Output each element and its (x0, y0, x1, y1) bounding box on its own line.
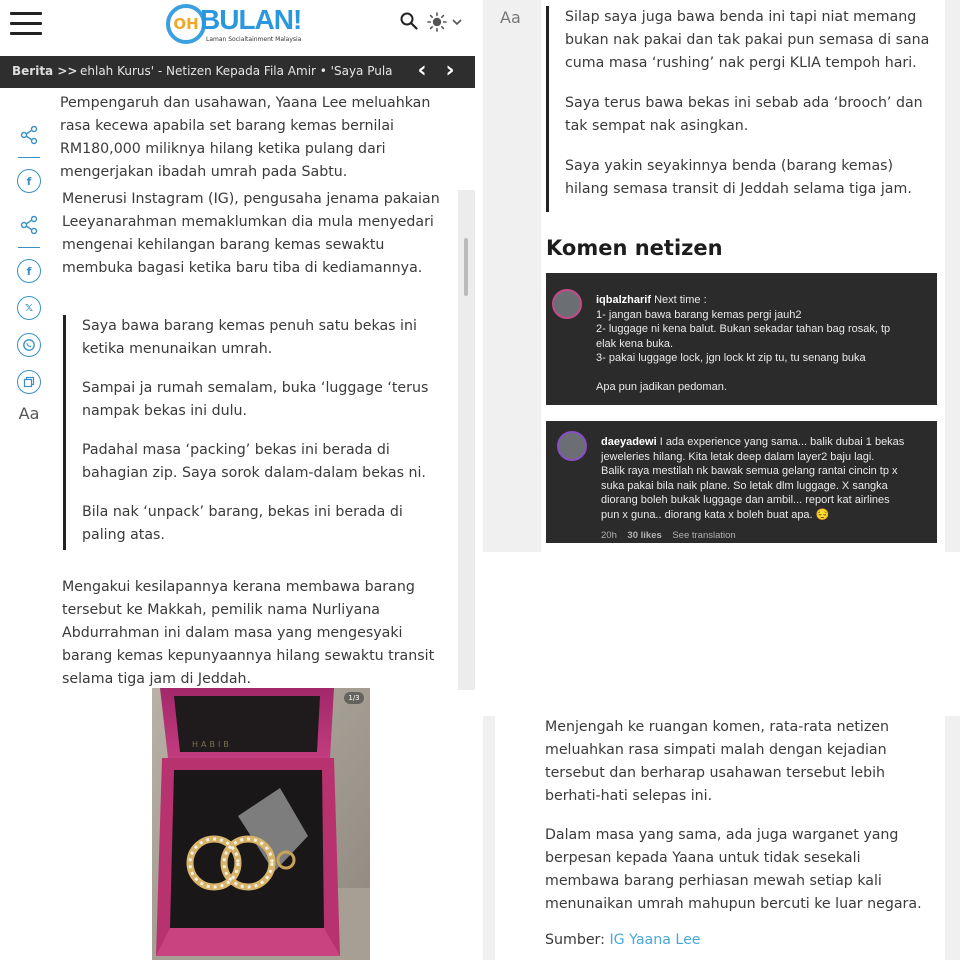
rail-divider (18, 157, 40, 158)
logo-tagline: Laman Socialtainment Malaysia (206, 36, 302, 43)
jewelry-box-photo[interactable] (152, 688, 370, 960)
comment-line: Apa pun jadikan pedoman. (596, 381, 727, 393)
share-rail-top (9, 120, 49, 190)
comment-line: 2- luggage ni kena balut. Bukan sekadar tahan bag rosak, tp (596, 323, 891, 335)
source-label: Sumber: (545, 932, 605, 948)
quote-line: Saya yakin seyakinnya benda (barang kemas) hilang semasa transit di Jeddah selama tiga jam. (565, 158, 912, 197)
ticker-next-button[interactable]: › (445, 58, 455, 83)
ticker-prev-button[interactable]: ‹ (417, 58, 427, 83)
font-size-button[interactable]: Aa (500, 8, 521, 27)
quote-line: Silap saya juga bawa benda ini tapi niat memang bukan nak pakai dan tak pakai pun semasa di sana cuma masa ‘rushing’ nak pergi KLIA tempoh hari. (565, 9, 930, 71)
comment-line: Balik raya mestilah nk bawak semua gelang rantai cincin tp x (601, 465, 898, 477)
comment-line: elak kena buka. (596, 337, 674, 350)
header-icons (400, 12, 470, 32)
quote-line: Bila nak ‘unpack’ barang, bekas ini berada di paling atas. (82, 504, 403, 543)
comment-line: Next time : (654, 294, 707, 306)
comment-line: 3- pakai luggage lock, jgn lock kt zip tu, tu senang buka (596, 352, 866, 364)
jewelry-box-illustration (152, 688, 370, 960)
quote-line: Saya bawa barang kemas penuh satu bekas ini ketika menunaikan umrah. (82, 318, 417, 357)
article-paragraph-3: Mengakui kesilapannya kerana membawa barang tersebut ke Makkah, pemilik nama Nurliyana Abdurrahman ini dalam masa yang mengesyaki barang kemas kepunyaannya hilang sewaktu transit selama tiga jam di Jeddah. (62, 579, 435, 687)
comment-username: iqbalzharif (596, 294, 652, 306)
comment-time: 20h (601, 530, 617, 541)
article-paragraph-4: Menjengah ke ruangan komen, rata-rata netizen meluahkan rasa simpati malah dengan kejadian tersebut dan berharap usahawan tersebut lebih berhati-hati selepas ini. (545, 719, 890, 804)
article-paragraph-5: Dalam masa yang sama, ada juga warganet yang berpesan kepada Yaana untuk tidak sesekali membawa barang perhiasan mewah setiap kali menunaikan umrah mahupun bercuti ke luar negara. (545, 827, 922, 912)
logo-word: BULAN! (200, 4, 302, 35)
search-icon[interactable] (400, 12, 418, 34)
see-translation-link[interactable]: See translation (672, 530, 736, 541)
quote-line: Sampai ja rumah semalam, buka ‘luggage ‘terus nampak bekas ini dulu. (82, 380, 429, 419)
comment-screenshot-1 (546, 273, 937, 405)
comment-likes[interactable]: 30 likes (627, 530, 662, 541)
article-panel-left (0, 0, 475, 690)
comment-text (601, 435, 935, 522)
ticker-headlines[interactable]: ehlah Kurus' - Netizen Kepada Fila Amir • 'Saya Pula (80, 64, 393, 78)
article-panel-right (483, 0, 960, 552)
comment-footer (601, 530, 736, 541)
news-ticker (0, 56, 475, 88)
blockquote-right (546, 6, 936, 212)
site-header (0, 0, 475, 55)
copy-link-icon[interactable] (14, 367, 44, 397)
whatsapp-icon[interactable] (14, 330, 44, 360)
site-logo[interactable] (166, 2, 316, 48)
comment-line: jeweleries hilang. Kita letak deep dalam layer2 baju lagi. (601, 450, 875, 463)
section-heading: Komen netizen (546, 236, 723, 260)
logo-mark: OH (166, 4, 206, 44)
comment-line: suka pakai bila naik plane. So letak dlm luggage. X sangka (601, 479, 888, 492)
font-size-button[interactable]: Aa (18, 404, 40, 423)
comment-line: diorang boleh bukak luggage dan ambil... report kat airlines (601, 494, 890, 506)
x-twitter-icon[interactable]: 𝕏 (14, 293, 44, 323)
box-brand-label: HABIB (192, 740, 232, 749)
avatar (557, 431, 587, 461)
comment-screenshot-2 (546, 421, 937, 543)
photo-counter-badge: 1/3 (344, 692, 364, 704)
rail-divider (18, 247, 40, 248)
quote-line: Saya terus bawa bekas ini sebab ada ‘brooch’ dan tak sempat nak asingkan. (565, 95, 923, 134)
scrollbar-thumb[interactable] (464, 238, 468, 296)
source-credit (545, 932, 701, 948)
facebook-icon[interactable]: f (14, 166, 44, 196)
article-paragraph-1: Pempengaruh dan usahawan, Yaana Lee meluahkan rasa kecewa apabila set barang kemas bernilai RM180,000 miliknya hilang ketika pulang dari mengerjakan ibadah umrah pada Sabtu. (60, 95, 431, 180)
comment-line: I ada experience yang sama... balik dubai 1 bekas (659, 436, 905, 448)
ticker-label[interactable]: Berita >> (12, 64, 78, 78)
facebook-icon[interactable]: f (14, 256, 44, 286)
comment-line: pun x guna.. diorang kata x boleh buat apa. 😔 (601, 508, 830, 521)
comment-text (596, 293, 934, 395)
article-panel-right-bottom (483, 716, 960, 960)
share-rail (9, 210, 49, 445)
source-link[interactable]: IG Yaana Lee (609, 932, 701, 948)
menu-icon[interactable] (10, 12, 42, 36)
theme-sun-icon[interactable] (427, 12, 447, 36)
share-icon[interactable] (14, 210, 44, 240)
chevron-down-icon[interactable] (451, 14, 463, 33)
quote-line: Padahal masa ‘packing’ bekas ini berada di bahagian zip. Saya sorok dalam-dalam bekas ni. (82, 442, 426, 481)
blockquote-left (63, 315, 443, 550)
comment-username: daeyadewi (601, 436, 657, 448)
comment-line: 1- jangan bawa barang kemas pergi jauh2 (596, 308, 802, 321)
share-icon[interactable] (14, 120, 44, 150)
article-paragraph-2: Menerusi Instagram (IG), pengusaha jenama pakaian Leeyanarahman memaklumkan dia mula menyedari mengenai kehilangan barang kemas sewaktu membuka bagasi ketika baru tiba di kediamannya. (62, 191, 440, 276)
avatar (552, 289, 582, 319)
